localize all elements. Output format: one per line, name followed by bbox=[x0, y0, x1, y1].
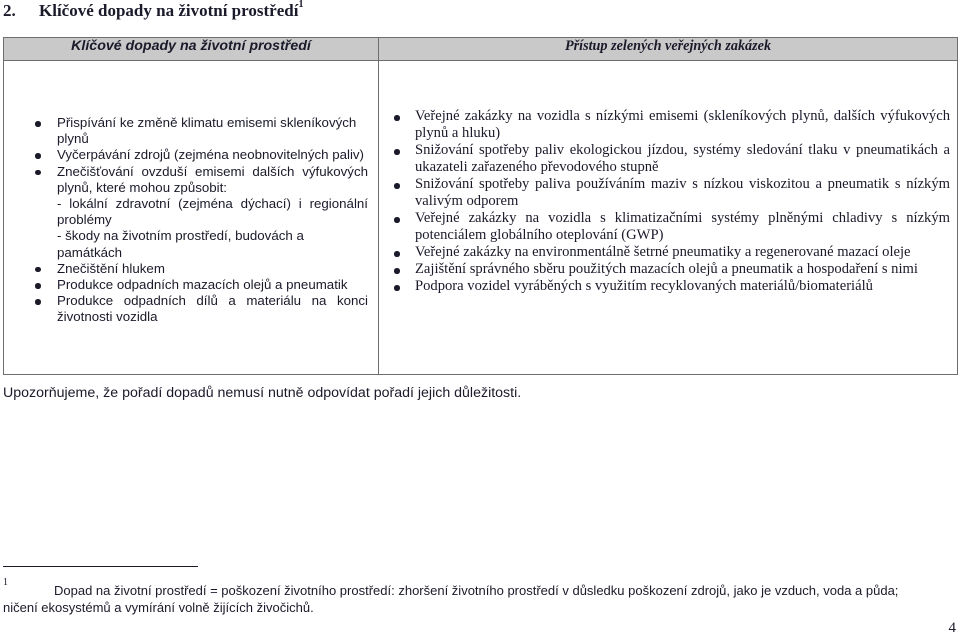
order-note: Upozorňujeme, že pořadí dopadů nemusí nutně odpovídat pořadí jejich důležitosti. bbox=[3, 385, 522, 401]
impacts-cell bbox=[4, 61, 379, 375]
footnote-reference[interactable]: 1 bbox=[298, 0, 304, 10]
list-item: Snižování spotřeby paliva používáním maziv s nízkou viskozitou a pneumatik s nízkým valivým odporem bbox=[415, 176, 950, 209]
impacts-table bbox=[3, 37, 958, 375]
approach-cell bbox=[379, 61, 958, 375]
impacts-list bbox=[4, 61, 378, 326]
list-item: Snižování spotřeby paliv ekologickou jízdou, systémy sledování tlaku v pneumatikách a ukazateli zařazeného převodového stupně bbox=[415, 142, 950, 175]
list-item: Veřejné zakázky na vozidla s nízkými emisemi (skleníkových plynů, dalších výfukových plynů a hluku) bbox=[415, 108, 950, 141]
approach-list bbox=[379, 61, 957, 295]
footnote-marker: 1 bbox=[3, 577, 8, 588]
list-item: Přispívání ke změně klimatu emisemi skleníkových plynů bbox=[57, 115, 368, 147]
list-item-text: Znečišťování ovzduší emisemi dalších výfukových plynů, které mohou způsobit: bbox=[57, 163, 368, 195]
list-item: Vyčerpávání zdrojů (zejména neobnovitelných paliv) bbox=[57, 147, 368, 163]
list-item bbox=[57, 164, 368, 261]
header-impacts: Klíčové dopady na životní prostředí bbox=[4, 38, 379, 61]
page-number: 4 bbox=[948, 620, 956, 636]
sub-item: - škody na životním prostředí, budovách a památkách bbox=[57, 228, 304, 260]
list-item: Zajištění správného sběru použitých mazacích olejů a pneumatik a hospodaření s nimi bbox=[415, 261, 950, 278]
list-item: Veřejné zakázky na environmentálně šetrné pneumatiky a regenerované mazací oleje bbox=[415, 244, 950, 261]
list-item: Podpora vozidel vyráběných s využitím recyklovaných materiálů/biomateriálů bbox=[415, 278, 950, 295]
list-item: Produkce odpadních dílů a materiálu na konci životnosti vozidla bbox=[57, 293, 368, 325]
section-number: 2. bbox=[3, 1, 16, 20]
table-header-row bbox=[4, 38, 958, 61]
list-item: Produkce odpadních mazacích olejů a pneumatik bbox=[57, 277, 368, 293]
table-body-row bbox=[4, 61, 958, 375]
list-item: Veřejné zakázky na vozidla s klimatizačními systémy plněnými chladivy s nízkým potenciálem globálního oteplování (GWP) bbox=[415, 210, 950, 243]
section-title: Klíčové dopady na životní prostředí bbox=[39, 1, 299, 20]
footnote-text: Dopad na životní prostředí = poškození životního prostředí: zhoršení životního prostředí v důsledku poškození zdrojů, jako je vzduch, voda a půda; ničení ekosystémů a vymírání volně žijících živočichů. bbox=[3, 583, 899, 615]
header-approach: Přístup zelených veřejných zakázek bbox=[379, 38, 958, 61]
list-item: Znečištění hlukem bbox=[57, 261, 368, 277]
footnote-separator bbox=[3, 566, 198, 567]
sub-item: - lokální zdravotní (zejména dýchací) i regionální problémy bbox=[57, 196, 368, 228]
section-heading bbox=[3, 1, 303, 21]
